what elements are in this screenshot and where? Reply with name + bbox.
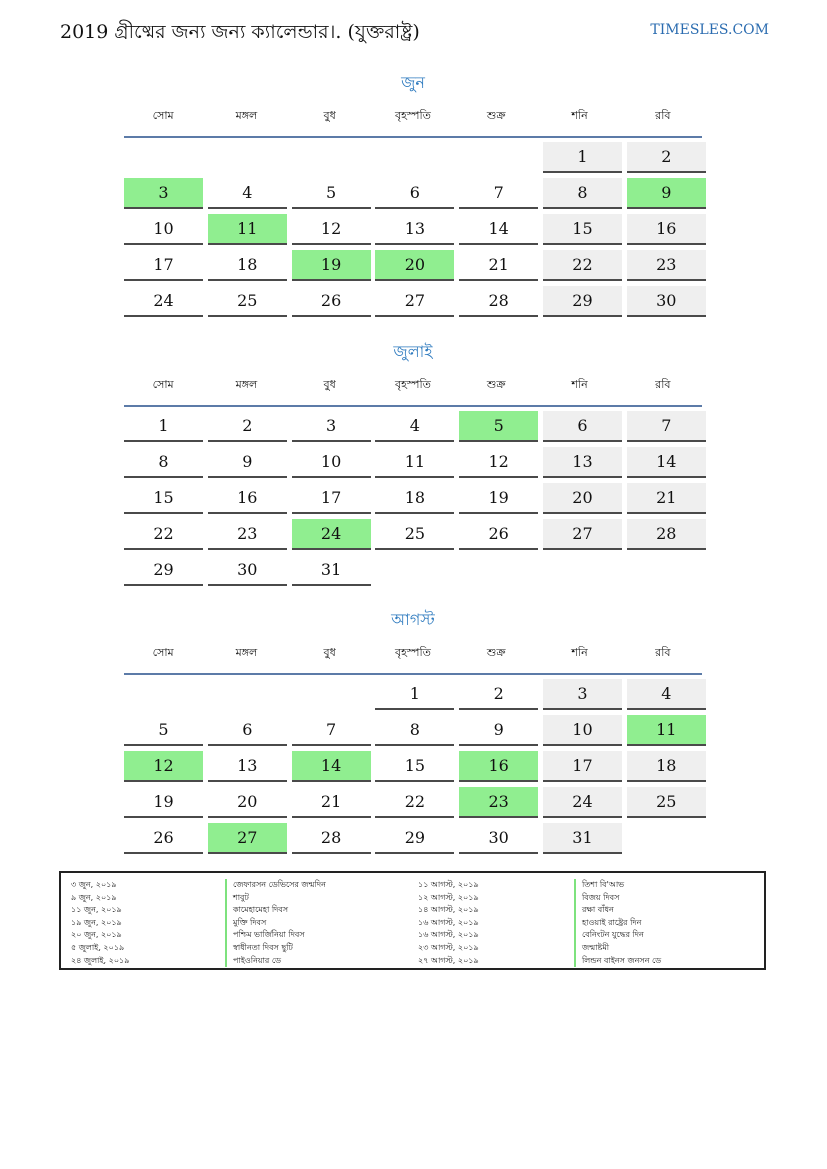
day-cell: 25	[375, 519, 454, 550]
day-cell: 2	[208, 411, 287, 442]
day-cell: 12	[459, 447, 538, 478]
empty-cell	[543, 555, 622, 586]
day-cell: 16	[627, 214, 706, 245]
day-cell: 16	[208, 483, 287, 514]
day-cell: 4	[627, 679, 706, 710]
day-cell: 20	[543, 483, 622, 514]
legend-date: ১৪ আগস্ট, ২০১৯	[418, 905, 479, 915]
day-cell: 6	[208, 715, 287, 746]
day-cell: 22	[375, 787, 454, 818]
legend-date: ২৭ আগস্ট, ২০১৯	[418, 955, 479, 965]
day-cell: 28	[292, 823, 371, 854]
empty-cell	[208, 142, 287, 173]
holiday-legend	[59, 871, 766, 970]
day-cell: 5	[292, 178, 371, 209]
weekday-label: রবি	[655, 646, 671, 659]
legend-dates-right	[418, 879, 479, 967]
legend-holiday-name: লিন্ডন বাইনস জনসন ডে	[574, 955, 661, 968]
day-cell: 29	[375, 823, 454, 854]
month-title: জুন	[401, 73, 425, 92]
day-cell: 21	[459, 250, 538, 281]
legend-dates-left	[71, 879, 129, 967]
day-cell: 9	[208, 447, 287, 478]
site-link[interactable]: TIMESLES.COM	[650, 22, 769, 38]
empty-cell	[627, 823, 706, 854]
day-cell: 8	[124, 447, 203, 478]
day-cell: 17	[543, 751, 622, 782]
header-divider	[124, 405, 702, 407]
legend-holiday-name: মুক্তি দিবস	[225, 917, 326, 930]
legend-holiday-name: বেনিংটন যুদ্ধের দিন	[574, 929, 661, 942]
header-divider	[124, 673, 702, 675]
empty-cell	[375, 555, 454, 586]
day-cell: 26	[459, 519, 538, 550]
day-cell: 2	[459, 679, 538, 710]
holiday-day-cell: 5	[459, 411, 538, 442]
day-cell: 17	[292, 483, 371, 514]
holiday-day-cell: 14	[292, 751, 371, 782]
legend-holiday-name: জেফারসন ডেভিসের জন্মদিন	[225, 879, 326, 892]
weekday-label: বুধ	[323, 378, 336, 391]
weekday-label: বুধ	[323, 109, 336, 122]
holiday-day-cell: 24	[292, 519, 371, 550]
day-cell: 30	[627, 286, 706, 317]
month-title: আগস্ট	[391, 610, 435, 629]
weekday-label: সোম	[152, 646, 174, 659]
weekday-label: সোম	[152, 378, 174, 391]
empty-cell	[375, 142, 454, 173]
day-cell: 15	[375, 751, 454, 782]
day-cell: 8	[543, 178, 622, 209]
empty-cell	[208, 679, 287, 710]
day-cell: 23	[208, 519, 287, 550]
weekday-label: রবি	[655, 109, 671, 122]
day-cell: 1	[124, 411, 203, 442]
legend-date: ২০ জুন, ২০১৯	[71, 930, 122, 940]
holiday-day-cell: 3	[124, 178, 203, 209]
legend-holiday-name: কামেহামেহা দিবস	[225, 904, 326, 917]
day-cell: 4	[375, 411, 454, 442]
empty-cell	[459, 142, 538, 173]
weekday-label: মঙ্গল	[235, 378, 258, 391]
day-cell: 6	[543, 411, 622, 442]
day-cell: 29	[124, 555, 203, 586]
holiday-day-cell: 11	[208, 214, 287, 245]
legend-date: ১১ জুন, ২০১৯	[71, 905, 122, 915]
header-divider	[124, 136, 702, 138]
holiday-day-cell: 16	[459, 751, 538, 782]
day-cell: 14	[627, 447, 706, 478]
weekday-label: শনি	[571, 646, 588, 659]
day-cell: 13	[543, 447, 622, 478]
day-cell: 10	[292, 447, 371, 478]
legend-date: ১১ আগস্ট, ২০১৯	[418, 880, 479, 889]
day-cell: 1	[375, 679, 454, 710]
day-cell: 18	[375, 483, 454, 514]
empty-cell	[292, 142, 371, 173]
weekday-label: সোম	[152, 109, 174, 122]
day-cell: 4	[208, 178, 287, 209]
day-cell: 18	[208, 250, 287, 281]
day-cell: 23	[627, 250, 706, 281]
day-cell: 21	[292, 787, 371, 818]
day-cell: 15	[543, 214, 622, 245]
weekday-header	[124, 102, 702, 130]
legend-date: ১৬ আগস্ট, ২০১৯	[418, 917, 479, 927]
weekday-label: মঙ্গল	[235, 646, 258, 659]
weekday-label: শনি	[571, 378, 588, 391]
day-cell: 3	[292, 411, 371, 442]
weekday-header	[124, 371, 702, 399]
day-cell: 11	[375, 447, 454, 478]
day-cell: 28	[459, 286, 538, 317]
day-cell: 27	[543, 519, 622, 550]
holiday-day-cell: 9	[627, 178, 706, 209]
day-cell: 3	[543, 679, 622, 710]
holiday-day-cell: 27	[208, 823, 287, 854]
day-cell: 8	[375, 715, 454, 746]
legend-date: ৫ জুলাই, ২০১৯	[71, 942, 125, 952]
legend-date: ১৯ জুন, ২০১৯	[71, 917, 122, 927]
day-cell: 10	[543, 715, 622, 746]
day-cell: 10	[124, 214, 203, 245]
legend-date: ১২ আগস্ট, ২০১৯	[418, 892, 479, 902]
day-cell: 24	[543, 787, 622, 818]
day-cell: 30	[208, 555, 287, 586]
weekday-header	[124, 639, 702, 667]
day-cell: 25	[627, 787, 706, 818]
day-cell: 18	[627, 751, 706, 782]
month-grid	[124, 411, 702, 586]
holiday-day-cell: 23	[459, 787, 538, 818]
day-cell: 1	[543, 142, 622, 173]
holiday-day-cell: 12	[124, 751, 203, 782]
weekday-label: শুক্র	[486, 646, 506, 659]
legend-date: ৩ জুন, ২০১৯	[71, 880, 117, 889]
month-grid	[124, 142, 702, 317]
legend-names-left	[225, 879, 326, 967]
weekday-label: রবি	[655, 378, 671, 391]
day-cell: 30	[459, 823, 538, 854]
legend-date: ২৩ আগস্ট, ২০১৯	[418, 942, 479, 952]
day-cell: 5	[124, 715, 203, 746]
legend-holiday-name: জন্মাষ্টমী	[574, 942, 661, 955]
day-cell: 31	[543, 823, 622, 854]
weekday-label: বৃহস্পতি	[395, 109, 431, 122]
legend-holiday-name: পাইওনিয়ার ডে	[225, 955, 326, 968]
month-grid	[124, 679, 702, 854]
day-cell: 20	[208, 787, 287, 818]
weekday-label: বৃহস্পতি	[395, 646, 431, 659]
day-cell: 28	[627, 519, 706, 550]
legend-holiday-name: রক্ষা বাঁধন	[574, 904, 661, 917]
day-cell: 12	[292, 214, 371, 245]
empty-cell	[459, 555, 538, 586]
day-cell: 19	[124, 787, 203, 818]
holiday-day-cell: 19	[292, 250, 371, 281]
day-cell: 14	[459, 214, 538, 245]
day-cell: 15	[124, 483, 203, 514]
legend-holiday-name: শাবুট	[225, 892, 326, 905]
legend-date: ১৬ আগস্ট, ২০১৯	[418, 930, 479, 940]
legend-holiday-name: স্বাধীনতা দিবস ছুটি	[225, 942, 326, 955]
empty-cell	[124, 142, 203, 173]
weekday-label: মঙ্গল	[235, 109, 258, 122]
day-cell: 25	[208, 286, 287, 317]
day-cell: 31	[292, 555, 371, 586]
day-cell: 26	[292, 286, 371, 317]
day-cell: 24	[124, 286, 203, 317]
day-cell: 17	[124, 250, 203, 281]
empty-cell	[124, 679, 203, 710]
legend-holiday-name: বিজয় দিবস	[574, 892, 661, 905]
day-cell: 7	[627, 411, 706, 442]
holiday-day-cell: 20	[375, 250, 454, 281]
day-cell: 7	[292, 715, 371, 746]
page-title: 2019 গ্রীষ্মের জন্য জন্য ক্যালেন্ডার।. (যুক্তরাষ্ট্র)	[60, 21, 420, 43]
month-title: জুলাই	[393, 342, 433, 361]
day-cell: 22	[543, 250, 622, 281]
empty-cell	[292, 679, 371, 710]
weekday-label: শনি	[571, 109, 588, 122]
day-cell: 6	[375, 178, 454, 209]
legend-holiday-name: তিশা বি'আভ	[574, 879, 661, 892]
day-cell: 2	[627, 142, 706, 173]
day-cell: 26	[124, 823, 203, 854]
day-cell: 29	[543, 286, 622, 317]
day-cell: 13	[375, 214, 454, 245]
day-cell: 13	[208, 751, 287, 782]
legend-holiday-name: হাওয়াই রাষ্ট্রের দিন	[574, 917, 661, 930]
weekday-label: বৃহস্পতি	[395, 378, 431, 391]
legend-date: ৯ জুন, ২০১৯	[71, 892, 117, 902]
day-cell: 21	[627, 483, 706, 514]
day-cell: 27	[375, 286, 454, 317]
day-cell: 22	[124, 519, 203, 550]
holiday-day-cell: 11	[627, 715, 706, 746]
legend-names-right	[574, 879, 661, 967]
day-cell: 19	[459, 483, 538, 514]
legend-holiday-name: পশ্চিম ভার্জিনিয়া দিবস	[225, 929, 326, 942]
day-cell: 9	[459, 715, 538, 746]
weekday-label: শুক্র	[486, 378, 506, 391]
weekday-label: শুক্র	[486, 109, 506, 122]
legend-date: ২৪ জুলাই, ২০১৯	[71, 955, 130, 965]
empty-cell	[627, 555, 706, 586]
weekday-label: বুধ	[323, 646, 336, 659]
day-cell: 7	[459, 178, 538, 209]
